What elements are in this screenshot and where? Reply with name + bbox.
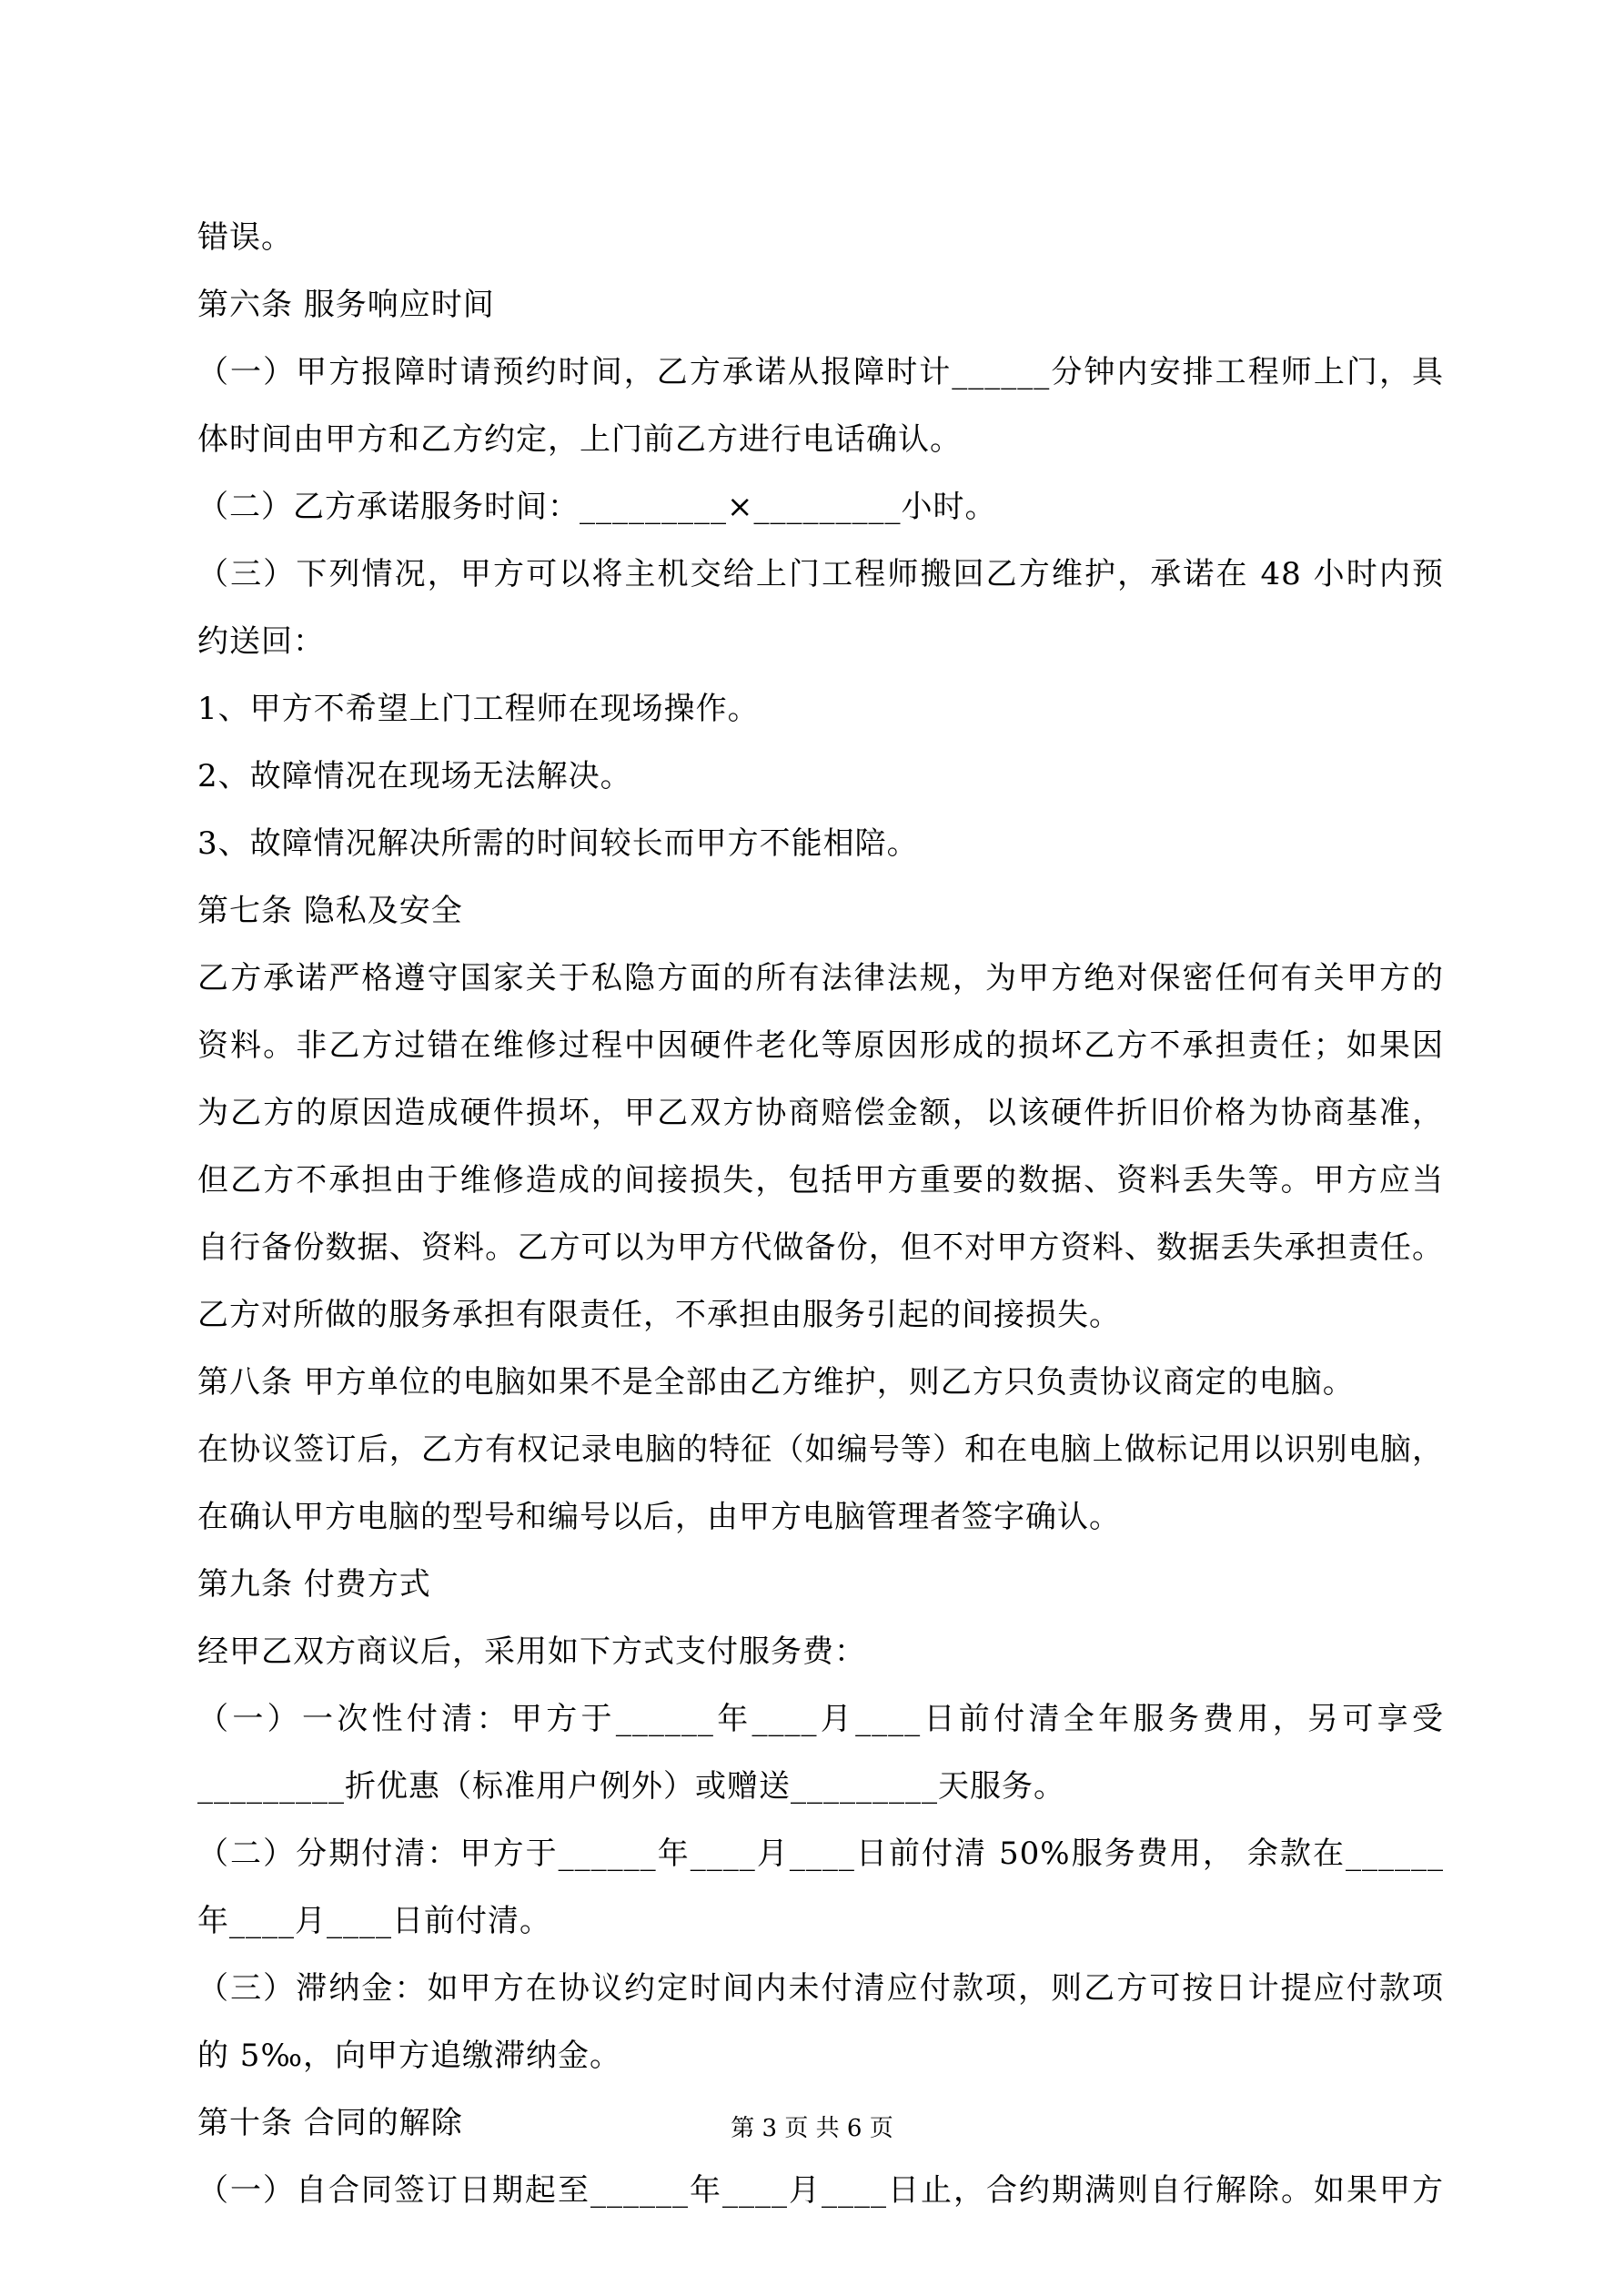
document-line: 资料。非乙方过错在维修过程中因硬件老化等原因形成的损坏乙方不承担责任；如果因: [197, 1027, 1444, 1064]
document-line: 3、故障情况解决所需的时间较长而甲方不能相陪。: [197, 825, 919, 862]
document-line: 为乙方的原因造成硬件损坏，甲乙双方协商赔偿金额，以该硬件折旧价格为协商基准，: [197, 1095, 1444, 1131]
document-line: 体时间由甲方和乙方约定，上门前乙方进行电话确认。: [197, 421, 962, 458]
document-line: 第六条 服务响应时间: [197, 287, 495, 323]
document-line: （二）乙方承诺服务时间：_________×_________小时。: [197, 489, 997, 525]
document-line: 第十条 合同的解除: [197, 2105, 463, 2141]
document-line: 自行备份数据、资料。乙方可以为甲方代做备份，但不对甲方资料、数据丢失承担责任。: [197, 1229, 1444, 1266]
document-line: 但乙方不承担由于维修造成的间接损失，包括甲方重要的数据、资料丢失等。甲方应当: [197, 1162, 1444, 1199]
document-line: 第九条 付费方式: [197, 1566, 431, 1603]
document-line: 乙方承诺严格遵守国家关于私隐方面的所有法律法规，为甲方绝对保密任何有关甲方的: [197, 960, 1444, 996]
document-body: [197, 204, 1444, 2224]
document-line: 错误。: [197, 219, 293, 256]
document-line: 2、故障情况在现场无法解决。: [197, 758, 632, 794]
document-line: 年____月____日前付清。: [197, 1903, 551, 1939]
document-line: （一）自合同签订日期起至______年____月____日止，合约期满则自行解除。如果甲方: [197, 2172, 1444, 2209]
document-line: （二）分期付清：甲方于______年____月____日前付清 50%服务费用， 余款在______: [197, 1836, 1444, 1872]
document-line: 约送回：: [197, 623, 325, 660]
document-line: 在协议签订后，乙方有权记录电脑的特征（如编号等）和在电脑上做标记用以识别电脑，: [197, 1431, 1444, 1468]
document-line: （一）一次性付清：甲方于______年____月____日前付清全年服务费用，另可享受: [197, 1701, 1444, 1737]
document-line: （三）滞纳金：如甲方在协议约定时间内未付清应付款项，则乙方可按日计提应付款项: [197, 1970, 1444, 2007]
page-footer: 第 3 页 共 6 页: [731, 2115, 893, 2142]
document-line: 在确认甲方电脑的型号和编号以后，由甲方电脑管理者签字确认。: [197, 1499, 1121, 1535]
document-line: 的 5‰，向甲方追缴滞纳金。: [197, 2038, 622, 2074]
document-line: 第八条 甲方单位的电脑如果不是全部由乙方维护，则乙方只负责协议商定的电脑。: [197, 1364, 1355, 1401]
document-line: 1、甲方不希望上门工程师在现场操作。: [197, 691, 760, 727]
document-line: 第七条 隐私及安全: [197, 893, 463, 929]
document-line: 经甲乙双方商议后，采用如下方式支付服务费：: [197, 1633, 866, 1670]
document-line: 乙方对所做的服务承担有限责任，不承担由服务引起的间接损失。: [197, 1297, 1121, 1333]
document-line: （三）下列情况，甲方可以将主机交给上门工程师搬回乙方维护，承诺在 48 小时内预: [197, 556, 1444, 592]
document-line: （一）甲方报障时请预约时间，乙方承诺从报障时计______分钟内安排工程师上门，具: [197, 354, 1444, 390]
document-line: _________折优惠（标准用户例外）或赠送_________天服务。: [197, 1768, 1065, 1805]
